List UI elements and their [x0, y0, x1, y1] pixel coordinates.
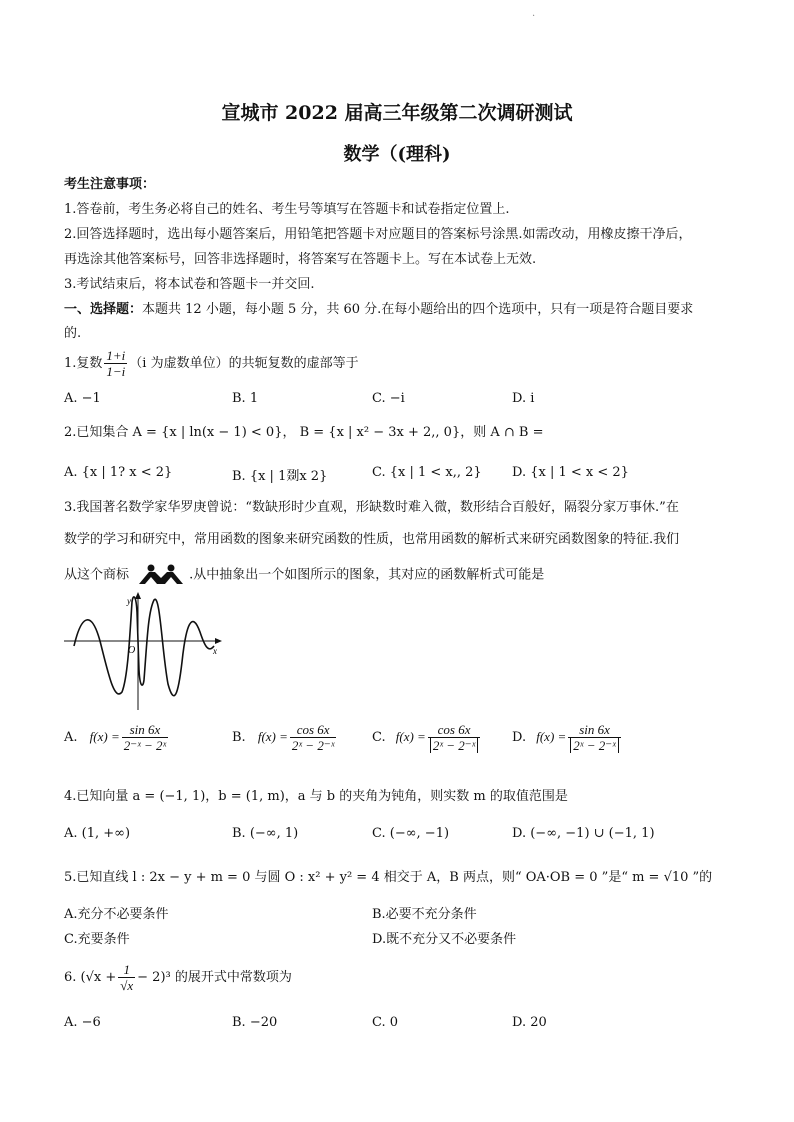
- graph-x-label: x: [213, 646, 217, 656]
- q1-prefix: 1.复数: [64, 356, 103, 371]
- q5-option-d: D.既不充分又不必要条件: [372, 932, 517, 947]
- section-1-label: 一、选择题：: [64, 302, 143, 317]
- q4-option-b: B. (−∞, 1): [232, 826, 299, 841]
- notice-item-2-cont: 再选涂其他答案标号，回答非选择题时，将答案写在答题卡上。写在本试卷上无效.: [64, 252, 537, 267]
- q3-a-label: A.: [64, 730, 78, 745]
- q6-option-d: D. 20: [512, 1015, 547, 1030]
- q6-option-b: B. −20: [232, 1015, 278, 1030]
- q1-option-b: B. 1: [232, 391, 259, 406]
- graph-curve: [74, 597, 214, 696]
- q1-fraction: [104, 348, 127, 379]
- q3-c-fraction: [428, 722, 480, 753]
- section-1-intro: [64, 301, 693, 319]
- question-6: [64, 962, 292, 993]
- q6-suffix: − 2)³ 的展开式中常数项为: [137, 970, 292, 985]
- q6-option-a: A. −6: [64, 1015, 101, 1030]
- q1-den: 1−i: [106, 364, 126, 379]
- q3-a-den: 2⁻ˣ − 2ˣ: [123, 738, 167, 753]
- q3-d-label: D.: [512, 730, 527, 745]
- graph-origin-label: O: [128, 645, 136, 656]
- q4-option-c: C. (−∞, −1): [372, 826, 450, 841]
- q5-option-c: C.充要条件: [64, 932, 130, 947]
- graph-y-label: y: [127, 596, 131, 606]
- q3-d-num: sin 6x: [568, 722, 620, 738]
- q3-b-fraction: [290, 722, 336, 753]
- graph-x-arrow-icon: [215, 638, 222, 644]
- function-graph: [64, 592, 224, 712]
- q3-a-lhs: f(x) =: [89, 729, 120, 744]
- q3-d-den: 2ˣ − 2⁻ˣ: [570, 738, 618, 753]
- notice-item-2: 2.回答选择题时，选出每小题答案后，用铅笔把答题卡对应题目的答案标号涂黑.如需改动，用橡皮擦干净后，: [64, 227, 692, 242]
- exam-subtitle: 数学（(理科): [343, 144, 451, 165]
- q3-option-a: [64, 722, 170, 753]
- question-3-line-2: 数学的学习和研究中，常用函数的图象来研究函数的性质，也常用函数的解析式来研究函数图象的特征.我们: [64, 532, 680, 547]
- q1-num: 1+i: [106, 348, 126, 363]
- q3-c-den: 2ˣ − 2⁻ˣ: [430, 738, 478, 753]
- q3-c-lhs: f(x) =: [395, 729, 426, 744]
- q2-option-d: D. {x | 1 < x < 2}: [512, 465, 629, 480]
- q1-option-c: C. −i: [372, 391, 405, 406]
- q1-option-d: D. i: [512, 391, 535, 406]
- q3-option-b: [232, 722, 338, 753]
- question-5: 5.已知直线 l : 2x − y + m = 0 与圆 O : x² + y² = 4 相交于 A，B 两点，则“ OA·OB = 0 ”是“ m = √10 ”的: [64, 870, 713, 885]
- trademark-logo-icon: [135, 564, 187, 586]
- exam-title: 宣城市 2022 届高三年级第二次调研测试: [221, 102, 573, 124]
- q3-d-lhs: f(x) =: [536, 729, 567, 744]
- section-1-intro-cont: 的.: [64, 326, 82, 341]
- q4-option-a: A. (1, +∞): [64, 826, 131, 841]
- q6-fraction: [118, 962, 135, 993]
- question-1: [64, 348, 359, 379]
- q6-den: √x: [120, 978, 134, 993]
- q3-a-fraction: [122, 722, 168, 753]
- q3-b-num: cos 6x: [290, 722, 336, 738]
- notice-item-1: 1.答卷前，考生务必将自己的姓名、考生号等填写在答题卡和试卷指定位置上.: [64, 202, 510, 217]
- q2-option-c: C. {x | 1 < x,, 2}: [372, 465, 482, 480]
- graph-y-arrow-icon: [135, 592, 141, 599]
- question-3-line-1: 3.我国著名数学家华罗庚曾说：“数缺形时少直观，形缺数时难入微，数形结合百般好，隔裂分家万事休.”在: [64, 500, 679, 515]
- q6-prefix: 6. (√x +: [64, 970, 117, 985]
- question-4: 4.已知向量 a = (−1, 1)，b = (1, m)，a 与 b 的夹角为钝角，则实数 m 的取值范围是: [64, 789, 568, 804]
- q1-suffix: （i 为虚数单位）的共轭复数的虚部等于: [129, 356, 359, 371]
- q6-option-c: C. 0: [372, 1015, 399, 1030]
- q3-line3-a: 从这个商标: [64, 567, 130, 583]
- top-dot: .: [532, 8, 536, 19]
- notice-heading: 考生注意事项：: [64, 177, 156, 192]
- q3-option-d: [512, 722, 623, 753]
- q3-a-num: sin 6x: [122, 722, 168, 738]
- q2-option-b: B. {x | 1剟x 2}: [232, 469, 328, 484]
- q3-c-num: cos 6x: [428, 722, 480, 738]
- q1-option-a: A. −1: [64, 391, 101, 406]
- q3-b-lhs: f(x) =: [257, 729, 288, 744]
- q3-option-c: [372, 722, 482, 753]
- q6-num: 1: [118, 962, 135, 978]
- notice-item-3: 3.考试结束后，将本试卷和答题卡一并交回.: [64, 277, 315, 292]
- q5-option-b: B.必要不充分条件: [372, 907, 477, 922]
- q2-option-a: A. {x | 1? x < 2}: [64, 465, 173, 480]
- q4-option-d: D. (−∞, −1) ∪ (−1, 1): [512, 826, 655, 841]
- question-2: 2.已知集合 A = {x | ln(x − 1) < 0}， B = {x | x² − 3x + 2,, 0}，则 A ∩ B =: [64, 425, 544, 440]
- question-3-line-3: [64, 564, 544, 586]
- q5-option-a: A.充分不必要条件: [64, 907, 169, 922]
- q3-c-label: C.: [372, 730, 386, 745]
- section-1-text: 本题共 12 小题，每小题 5 分，共 60 分.在每小题给出的四个选项中，只有一项是符合题目要求: [142, 302, 694, 317]
- q3-line3-b: .从中抽象出一个如图所示的图象，其对应的函数解析式可能是: [189, 567, 545, 583]
- q3-d-fraction: [568, 722, 620, 753]
- q3-b-label: B.: [232, 730, 246, 745]
- q3-b-den: 2ˣ − 2⁻ˣ: [291, 738, 335, 753]
